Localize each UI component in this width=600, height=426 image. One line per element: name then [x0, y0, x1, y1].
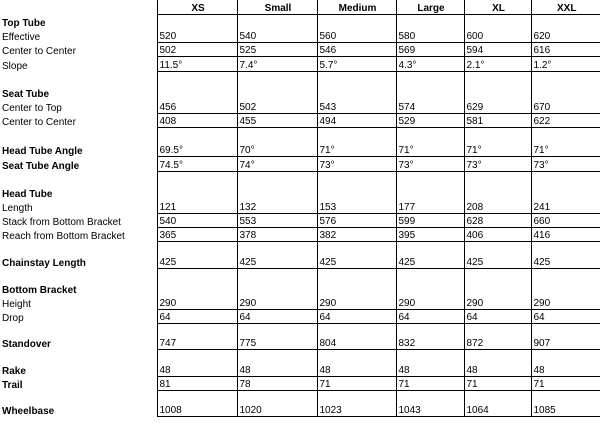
value-cell [157, 391, 237, 402]
size-header-xxl: XXL [531, 0, 600, 15]
value-cell: 71° [464, 142, 531, 157]
value-cell: 48 [237, 363, 317, 377]
value-cell [157, 172, 237, 186]
value-cell: 456 [157, 100, 237, 114]
value-cell: 78 [237, 377, 317, 391]
value-cell [157, 350, 237, 363]
value-cell: 208 [464, 200, 531, 214]
value-cell: 416 [531, 228, 600, 242]
section-label: Bottom Bracket [2, 284, 77, 296]
value-cell [531, 282, 600, 296]
row-label: Stack from Bottom Bracket [2, 216, 121, 228]
row-label: Trail [2, 379, 23, 391]
spacer-row [0, 350, 600, 363]
value-cell [531, 391, 600, 402]
section-label: Head Tube [2, 188, 53, 200]
value-cell: 132 [237, 200, 317, 214]
value-cell [157, 282, 237, 296]
value-cell: 70° [237, 142, 317, 157]
value-cell: 594 [464, 43, 531, 57]
value-cell: 872 [464, 335, 531, 350]
value-cell [396, 15, 464, 29]
value-cell: 502 [157, 43, 237, 57]
table-row [0, 200, 600, 214]
value-cell [531, 72, 600, 86]
value-cell: 64 [464, 310, 531, 324]
section-header-row [0, 15, 600, 29]
size-header-large: Large [396, 0, 464, 15]
value-cell: 502 [237, 100, 317, 114]
value-cell: 660 [531, 214, 600, 228]
table-row [0, 296, 600, 310]
section-header-row [0, 186, 600, 200]
value-cell [317, 324, 396, 335]
value-cell: 628 [464, 214, 531, 228]
value-cell [317, 128, 396, 142]
spacer-cell [0, 391, 157, 402]
value-cell: 525 [237, 43, 317, 57]
table-row [0, 29, 600, 43]
value-cell [317, 269, 396, 282]
value-cell: 71° [531, 142, 600, 157]
value-cell: 177 [396, 200, 464, 214]
value-cell: 73° [464, 157, 531, 172]
value-cell: 569 [396, 43, 464, 57]
value-cell: 69.5° [157, 142, 237, 157]
value-cell [464, 15, 531, 29]
spacer-row [0, 242, 600, 254]
value-cell: 560 [317, 29, 396, 43]
value-cell [531, 172, 600, 186]
size-header-xs: XS [157, 0, 237, 15]
row-label: Center to Center [2, 45, 76, 57]
value-cell [237, 242, 317, 254]
value-cell: 290 [157, 296, 237, 310]
value-cell: 48 [531, 363, 600, 377]
value-cell: 620 [531, 29, 600, 43]
value-cell [237, 15, 317, 29]
value-cell: 543 [317, 100, 396, 114]
table-row [0, 43, 600, 57]
value-cell [464, 86, 531, 100]
row-label: Center to Center [2, 116, 76, 128]
value-cell [464, 172, 531, 186]
value-cell: 670 [531, 100, 600, 114]
value-cell: 775 [237, 335, 317, 350]
value-cell [396, 186, 464, 200]
value-cell: 48 [157, 363, 237, 377]
size-header-small: Small [237, 0, 317, 15]
value-cell: 64 [531, 310, 600, 324]
value-cell [464, 282, 531, 296]
value-cell [531, 128, 600, 142]
value-cell: 71 [531, 377, 600, 391]
row-label: Effective [2, 31, 41, 43]
value-cell [317, 186, 396, 200]
value-cell: 71° [317, 142, 396, 157]
value-cell: 629 [464, 100, 531, 114]
table-row [0, 214, 600, 228]
value-cell [396, 128, 464, 142]
value-cell [157, 324, 237, 335]
value-cell: 599 [396, 214, 464, 228]
value-cell: 290 [317, 296, 396, 310]
value-cell [396, 350, 464, 363]
section-label: Top Tube [2, 17, 46, 29]
value-cell: 73° [396, 157, 464, 172]
value-cell: 2.1° [464, 57, 531, 72]
value-cell [464, 242, 531, 254]
value-cell: 747 [157, 335, 237, 350]
value-cell [157, 269, 237, 282]
value-cell [237, 324, 317, 335]
value-cell: 290 [237, 296, 317, 310]
value-cell [237, 391, 317, 402]
table-row [0, 254, 600, 269]
value-cell: 290 [464, 296, 531, 310]
value-cell: 241 [531, 200, 600, 214]
value-cell [396, 391, 464, 402]
value-cell: 540 [237, 29, 317, 43]
spacer-row [0, 391, 600, 402]
table-row [0, 142, 600, 157]
value-cell [237, 128, 317, 142]
row-label: Head Tube Angle [2, 145, 83, 157]
value-cell: 153 [317, 200, 396, 214]
section-label: Seat Tube [2, 88, 50, 100]
value-cell: 73° [317, 157, 396, 172]
value-cell [531, 242, 600, 254]
value-cell: 7.4° [237, 57, 317, 72]
value-cell [464, 269, 531, 282]
value-cell: 71 [464, 377, 531, 391]
value-cell: 71 [396, 377, 464, 391]
value-cell: 529 [396, 114, 464, 128]
value-cell [531, 269, 600, 282]
value-cell: 48 [396, 363, 464, 377]
spacer-cell [0, 269, 157, 282]
value-cell [464, 186, 531, 200]
value-cell: 1043 [396, 402, 464, 417]
value-cell [237, 186, 317, 200]
value-cell [396, 282, 464, 296]
value-cell [317, 282, 396, 296]
spacer-cell [0, 324, 157, 335]
row-label: Drop [2, 312, 24, 324]
value-cell [317, 391, 396, 402]
table-row [0, 363, 600, 377]
value-cell [396, 72, 464, 86]
value-cell: 804 [317, 335, 396, 350]
section-header-row [0, 282, 600, 296]
value-cell: 74.5° [157, 157, 237, 172]
value-cell: 290 [396, 296, 464, 310]
value-cell [317, 86, 396, 100]
value-cell: 1085 [531, 402, 600, 417]
value-cell: 48 [464, 363, 531, 377]
value-cell [237, 72, 317, 86]
value-cell: 1023 [317, 402, 396, 417]
table-row [0, 114, 600, 128]
value-cell: 425 [237, 254, 317, 269]
value-cell: 425 [464, 254, 531, 269]
value-cell: 121 [157, 200, 237, 214]
value-cell: 406 [464, 228, 531, 242]
value-cell [317, 72, 396, 86]
value-cell [396, 324, 464, 335]
value-cell [531, 186, 600, 200]
value-cell: 5.7° [317, 57, 396, 72]
value-cell: 365 [157, 228, 237, 242]
value-cell: 832 [396, 335, 464, 350]
value-cell: 64 [157, 310, 237, 324]
value-cell: 425 [317, 254, 396, 269]
value-cell [396, 86, 464, 100]
row-label: Reach from Bottom Bracket [2, 230, 125, 242]
value-cell [237, 350, 317, 363]
size-header-row [0, 0, 600, 15]
value-cell: 1008 [157, 402, 237, 417]
value-cell: 553 [237, 214, 317, 228]
value-cell [317, 242, 396, 254]
value-cell [531, 324, 600, 335]
value-cell: 1020 [237, 402, 317, 417]
value-cell [157, 86, 237, 100]
spacer-row [0, 72, 600, 86]
value-cell [464, 72, 531, 86]
spacer-row [0, 269, 600, 282]
value-cell: 540 [157, 214, 237, 228]
value-cell [396, 242, 464, 254]
value-cell [317, 15, 396, 29]
spacer-cell [0, 128, 157, 142]
value-cell [157, 128, 237, 142]
value-cell: 425 [157, 254, 237, 269]
row-label: Wheelbase [2, 405, 55, 417]
value-cell: 1064 [464, 402, 531, 417]
value-cell [157, 242, 237, 254]
table-row [0, 228, 600, 242]
value-cell: 64 [317, 310, 396, 324]
value-cell: 1.2° [531, 57, 600, 72]
value-cell: 4.3° [396, 57, 464, 72]
value-cell: 576 [317, 214, 396, 228]
size-header-medium: Medium [317, 0, 396, 15]
value-cell [464, 350, 531, 363]
value-cell: 907 [531, 335, 600, 350]
value-cell: 425 [531, 254, 600, 269]
value-cell [237, 172, 317, 186]
value-cell [531, 86, 600, 100]
value-cell [464, 128, 531, 142]
value-cell: 616 [531, 43, 600, 57]
value-cell: 71 [317, 377, 396, 391]
value-cell: 64 [396, 310, 464, 324]
row-label: Rake [2, 365, 26, 377]
value-cell: 378 [237, 228, 317, 242]
value-cell: 600 [464, 29, 531, 43]
table-row [0, 157, 600, 172]
row-label: Slope [2, 60, 28, 72]
value-cell: 574 [396, 100, 464, 114]
row-label: Height [2, 298, 31, 310]
value-cell: 546 [317, 43, 396, 57]
row-label: Center to Top [2, 102, 62, 114]
value-cell: 74° [237, 157, 317, 172]
row-label: Chainstay Length [2, 257, 86, 269]
value-cell: 494 [317, 114, 396, 128]
value-cell: 73° [531, 157, 600, 172]
value-cell: 290 [531, 296, 600, 310]
value-cell [157, 186, 237, 200]
spacer-cell [0, 72, 157, 86]
value-cell [237, 86, 317, 100]
value-cell: 408 [157, 114, 237, 128]
table-row [0, 377, 600, 391]
value-cell [317, 350, 396, 363]
value-cell: 11.5° [157, 57, 237, 72]
value-cell: 382 [317, 228, 396, 242]
value-cell [531, 350, 600, 363]
table-row [0, 310, 600, 324]
spacer-cell [0, 242, 157, 254]
row-label: Standover [2, 338, 51, 350]
spacer-cell [0, 172, 157, 186]
value-cell [237, 269, 317, 282]
spacer-row [0, 324, 600, 335]
value-cell [531, 15, 600, 29]
table-row [0, 335, 600, 350]
value-cell [396, 269, 464, 282]
value-cell: 425 [396, 254, 464, 269]
value-cell [157, 15, 237, 29]
value-cell [464, 391, 531, 402]
value-cell: 622 [531, 114, 600, 128]
value-cell: 520 [157, 29, 237, 43]
value-cell: 581 [464, 114, 531, 128]
table-row [0, 100, 600, 114]
value-cell: 81 [157, 377, 237, 391]
value-cell [464, 324, 531, 335]
spacer-row [0, 172, 600, 186]
table-row [0, 57, 600, 72]
value-cell [237, 282, 317, 296]
section-header-row [0, 86, 600, 100]
table-row [0, 402, 600, 417]
value-cell: 455 [237, 114, 317, 128]
row-label: Seat Tube Angle [2, 160, 80, 172]
value-cell [317, 172, 396, 186]
size-header-xl: XL [464, 0, 531, 15]
value-cell: 64 [237, 310, 317, 324]
spacer-cell [0, 350, 157, 363]
value-cell: 580 [396, 29, 464, 43]
row-label: Length [2, 202, 33, 214]
value-cell: 395 [396, 228, 464, 242]
spacer-row [0, 128, 600, 142]
header-corner-cell [0, 0, 157, 15]
value-cell [396, 172, 464, 186]
value-cell: 48 [317, 363, 396, 377]
value-cell [157, 72, 237, 86]
value-cell: 71° [396, 142, 464, 157]
